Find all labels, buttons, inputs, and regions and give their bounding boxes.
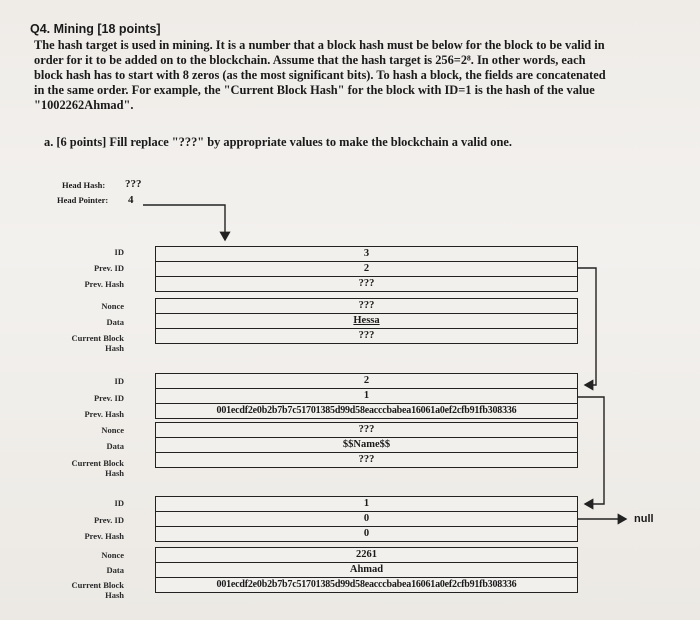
- block-2-prev-id: 1: [155, 388, 578, 404]
- label-current-block: Current Block: [71, 458, 124, 468]
- label-data: Data: [106, 441, 124, 451]
- label-prev-id: Prev. ID: [93, 263, 124, 273]
- block-1-nonce: 2261: [155, 547, 578, 563]
- part-a-instruction: a. [6 points] Fill replace "???" by appropriate values to make the blockchain a valid one.: [44, 135, 512, 149]
- block-1-current-hash: 001ecdf2e0b2b7b7c51701385d99d58eacccbabea16061a0ef2cfb91fb308336: [155, 577, 578, 593]
- paragraph-line: block hash has to start with 8 zeros (as the most significant bits). To hash a block, the fields are concatenated: [34, 68, 606, 82]
- head-pointer-value: 4: [128, 194, 134, 206]
- block-1-id: 1: [155, 496, 578, 512]
- head-hash-label: Head Hash:: [62, 180, 106, 190]
- head-pointer-label: Head Pointer:: [57, 195, 109, 205]
- block-3-data: Hessa: [155, 313, 578, 329]
- label-current-block: Current Block: [71, 333, 124, 343]
- block-2-current-hash: ???: [155, 452, 578, 468]
- label-nonce: Nonce: [101, 425, 124, 435]
- label-hash: Hash: [105, 590, 124, 600]
- label-data: Data: [106, 565, 124, 575]
- block-1-prev-id: 0: [155, 511, 578, 527]
- label-id: ID: [114, 247, 124, 257]
- paragraph-line: in the same order. For example, the "Current Block Hash" for the block with ID=1 is the hash of the value: [34, 83, 595, 97]
- head-pointer-arrow: [143, 205, 225, 240]
- head-hash-value: ???: [125, 178, 142, 190]
- label-hash: Hash: [105, 343, 124, 353]
- label-nonce: Nonce: [101, 550, 124, 560]
- block-3-current-hash: ???: [155, 328, 578, 344]
- label-prev-hash: Prev. Hash: [84, 531, 124, 541]
- block3-to-block2-arrow: [578, 268, 596, 385]
- block2-to-block1-arrow: [578, 397, 604, 504]
- null-label: null: [634, 513, 654, 525]
- block-2-id: 2: [155, 373, 578, 389]
- label-id: ID: [114, 498, 124, 508]
- block-2-prev-hash: 001ecdf2e0b2b7b7c51701385d99d58eacccbabea16061a0ef2cfb91fb308336: [155, 403, 578, 419]
- label-current-block: Current Block: [71, 580, 124, 590]
- block-2-nonce: ???: [155, 422, 578, 438]
- label-prev-id: Prev. ID: [93, 515, 124, 525]
- block-1-prev-hash: 0: [155, 526, 578, 542]
- label-id: ID: [114, 376, 124, 386]
- paragraph-line: "1002262Ahmad".: [34, 98, 134, 112]
- block-3-prev-hash: ???: [155, 276, 578, 292]
- paragraph-line: The hash target is used in mining. It is a number that a block hash must be below for the block to be valid in: [34, 38, 605, 52]
- label-prev-id: Prev. ID: [93, 393, 124, 403]
- label-hash: Hash: [105, 468, 124, 478]
- block-1-data: Ahmad: [155, 562, 578, 578]
- block-2-data: $$Name$$: [155, 437, 578, 453]
- block-3-id: 3: [155, 246, 578, 262]
- label-prev-hash: Prev. Hash: [84, 409, 124, 419]
- label-prev-hash: Prev. Hash: [84, 279, 124, 289]
- block-3-nonce: ???: [155, 298, 578, 314]
- block-3-prev-id: 2: [155, 261, 578, 277]
- label-data: Data: [106, 317, 124, 327]
- label-nonce: Nonce: [101, 301, 124, 311]
- paragraph-line: order for it to be added on to the blockchain. Assume that the hash target is 256=2⁸. In other words, each: [34, 53, 586, 67]
- question-title: Q4. Mining [18 points]: [30, 22, 161, 36]
